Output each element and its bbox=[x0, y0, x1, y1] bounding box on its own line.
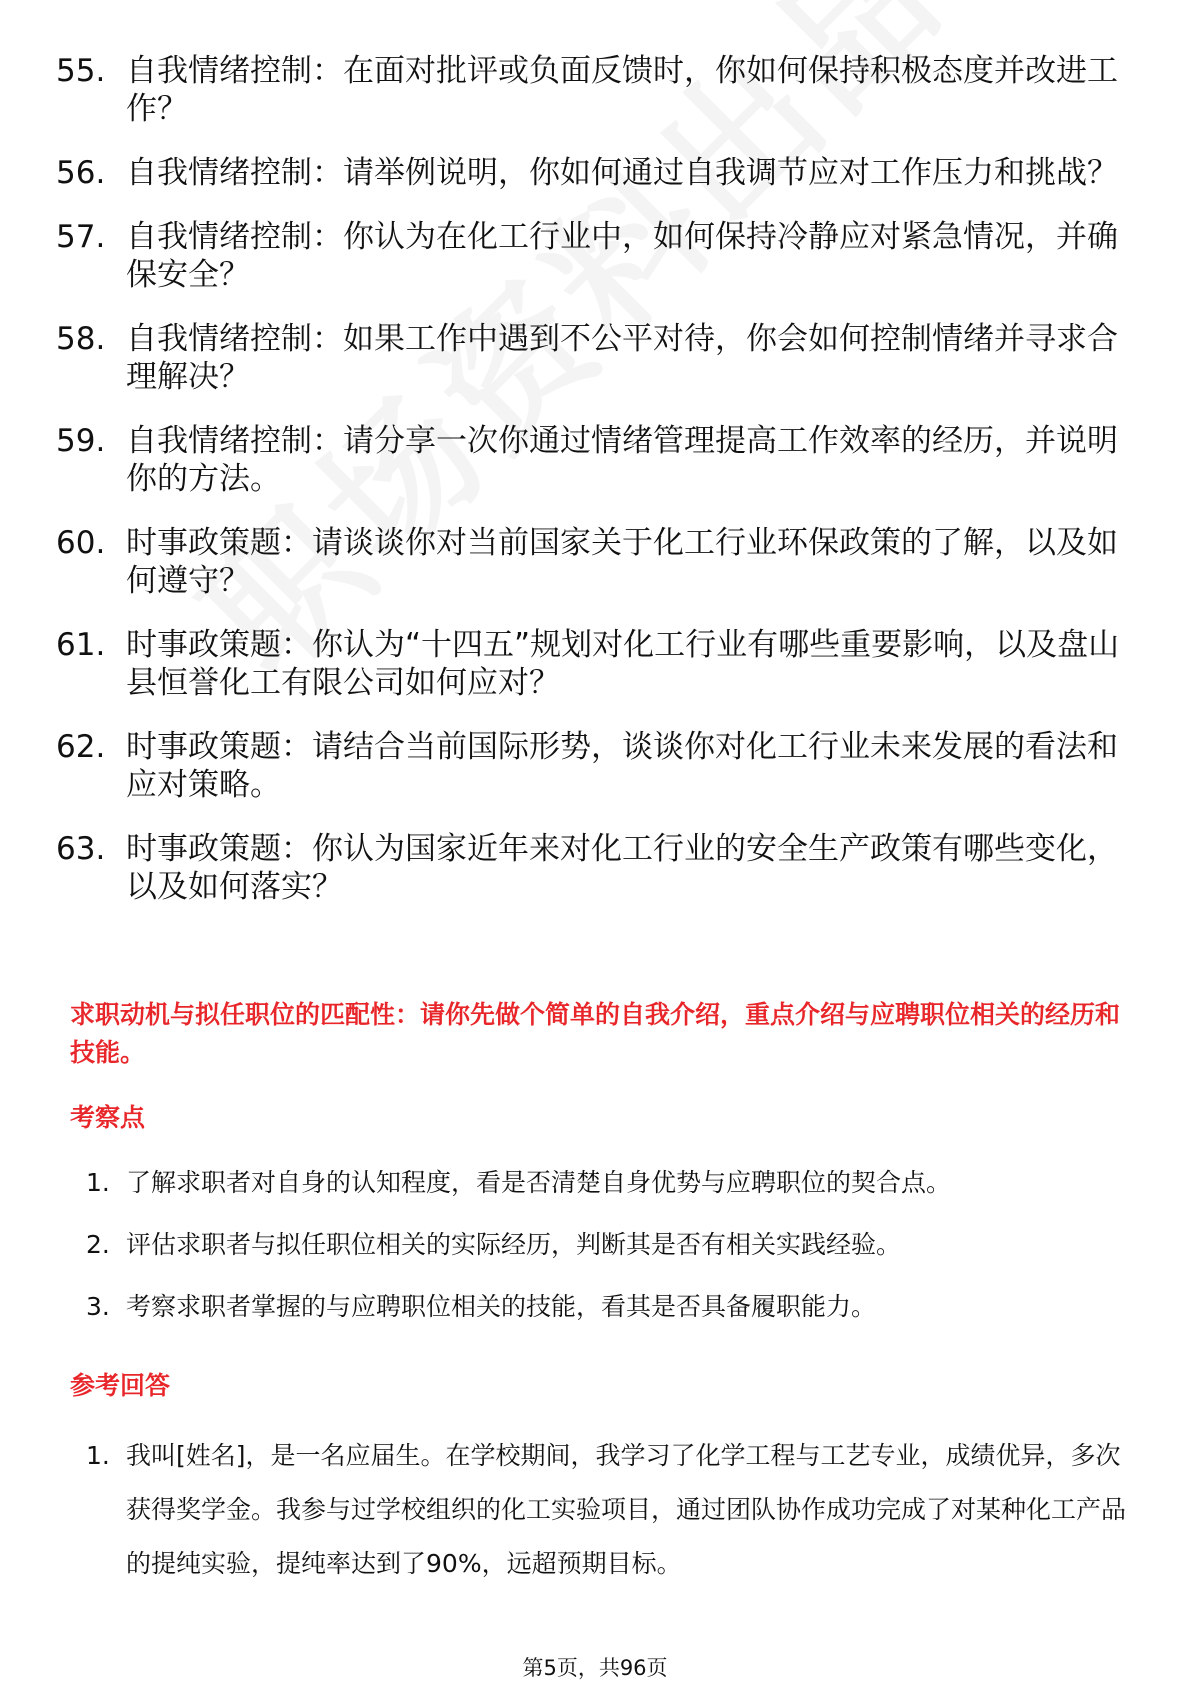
list-item bbox=[86, 1168, 1126, 1198]
item-number: 63. bbox=[56, 831, 106, 867]
cankao-heading: 参考回答 bbox=[70, 1371, 171, 1400]
item-number: 56. bbox=[56, 155, 106, 191]
item-text: 了解求职者对自身的认知程度，看是否清楚自身优势与应聘职位的契合点。 bbox=[126, 1168, 952, 1197]
item-text: 自我情绪控制：请举例说明，你如何通过自我调节应对工作压力和挑战？ bbox=[126, 155, 1118, 191]
item-number: 58. bbox=[56, 321, 106, 357]
item-number: 59. bbox=[56, 423, 106, 459]
item-number: 55. bbox=[56, 53, 106, 89]
item-text: 自我情绪控制：请分享一次你通过情绪管理提高工作效率的经历，并说明你的方法。 bbox=[126, 423, 1118, 497]
list-item bbox=[56, 52, 1136, 128]
kaocha-heading: 考察点 bbox=[70, 1103, 146, 1132]
item-text: 时事政策题：请结合当前国际形势，谈谈你对化工行业未来发展的看法和应对策略。 bbox=[126, 729, 1118, 803]
cankao-list bbox=[86, 1429, 1126, 1623]
item-number: 1. bbox=[86, 1441, 110, 1470]
kaocha-list bbox=[86, 1168, 1126, 1354]
item-number: 61. bbox=[56, 627, 106, 663]
item-number: 1. bbox=[86, 1168, 110, 1197]
item-text: 时事政策题：你认为国家近年来对化工行业的安全生产政策有哪些变化，以及如何落实？ bbox=[126, 831, 1118, 905]
list-item bbox=[56, 728, 1136, 804]
section-title: 求职动机与拟任职位的匹配性：请你先做个简单的自我介绍，重点介绍与应聘职位相关的经历和技能。 bbox=[70, 1000, 1121, 1067]
item-text: 时事政策题：请谈谈你对当前国家关于化工行业环保政策的了解，以及如何遵守？ bbox=[126, 525, 1118, 599]
item-number: 62. bbox=[56, 729, 106, 765]
list-item bbox=[56, 154, 1136, 192]
item-number: 60. bbox=[56, 525, 106, 561]
list-item bbox=[56, 422, 1136, 498]
list-item bbox=[56, 830, 1136, 906]
item-text: 我叫[姓名]，是一名应届生。在学校期间，我学习了化学工程与工艺专业，成绩优异，多次获得奖学金。我参与过学校组织的化工实验项目，通过团队协作成功完成了对某种化工产品的提纯实验，提纯率达到了90%，远超预期目标。 bbox=[126, 1441, 1127, 1578]
list-item bbox=[56, 626, 1136, 702]
item-text: 自我情绪控制：在面对批评或负面反馈时，你如何保持积极态度并改进工作？ bbox=[126, 53, 1118, 127]
question-list bbox=[56, 52, 1136, 932]
item-number: 2. bbox=[86, 1230, 110, 1259]
page-footer: 第5页，共96页 bbox=[522, 1656, 668, 1680]
item-text: 时事政策题：你认为“十四五”规划对化工行业有哪些重要影响，以及盘山县恒誉化工有限公司如何应对？ bbox=[126, 627, 1120, 701]
list-item bbox=[56, 524, 1136, 600]
list-item bbox=[56, 320, 1136, 396]
item-number: 3. bbox=[86, 1292, 110, 1321]
item-text: 自我情绪控制：如果工作中遇到不公平对待，你会如何控制情绪并寻求合理解决？ bbox=[126, 321, 1118, 395]
item-text: 考察求职者掌握的与应聘职位相关的技能，看其是否具备履职能力。 bbox=[126, 1292, 877, 1321]
list-item bbox=[86, 1230, 1126, 1260]
list-item bbox=[56, 218, 1136, 294]
item-number: 57. bbox=[56, 219, 106, 255]
item-text: 评估求职者与拟任职位相关的实际经历，判断其是否有相关实践经验。 bbox=[126, 1230, 902, 1259]
list-item bbox=[86, 1429, 1126, 1591]
list-item bbox=[86, 1292, 1126, 1322]
item-text: 自我情绪控制：你认为在化工行业中，如何保持冷静应对紧急情况，并确保安全？ bbox=[126, 219, 1118, 293]
